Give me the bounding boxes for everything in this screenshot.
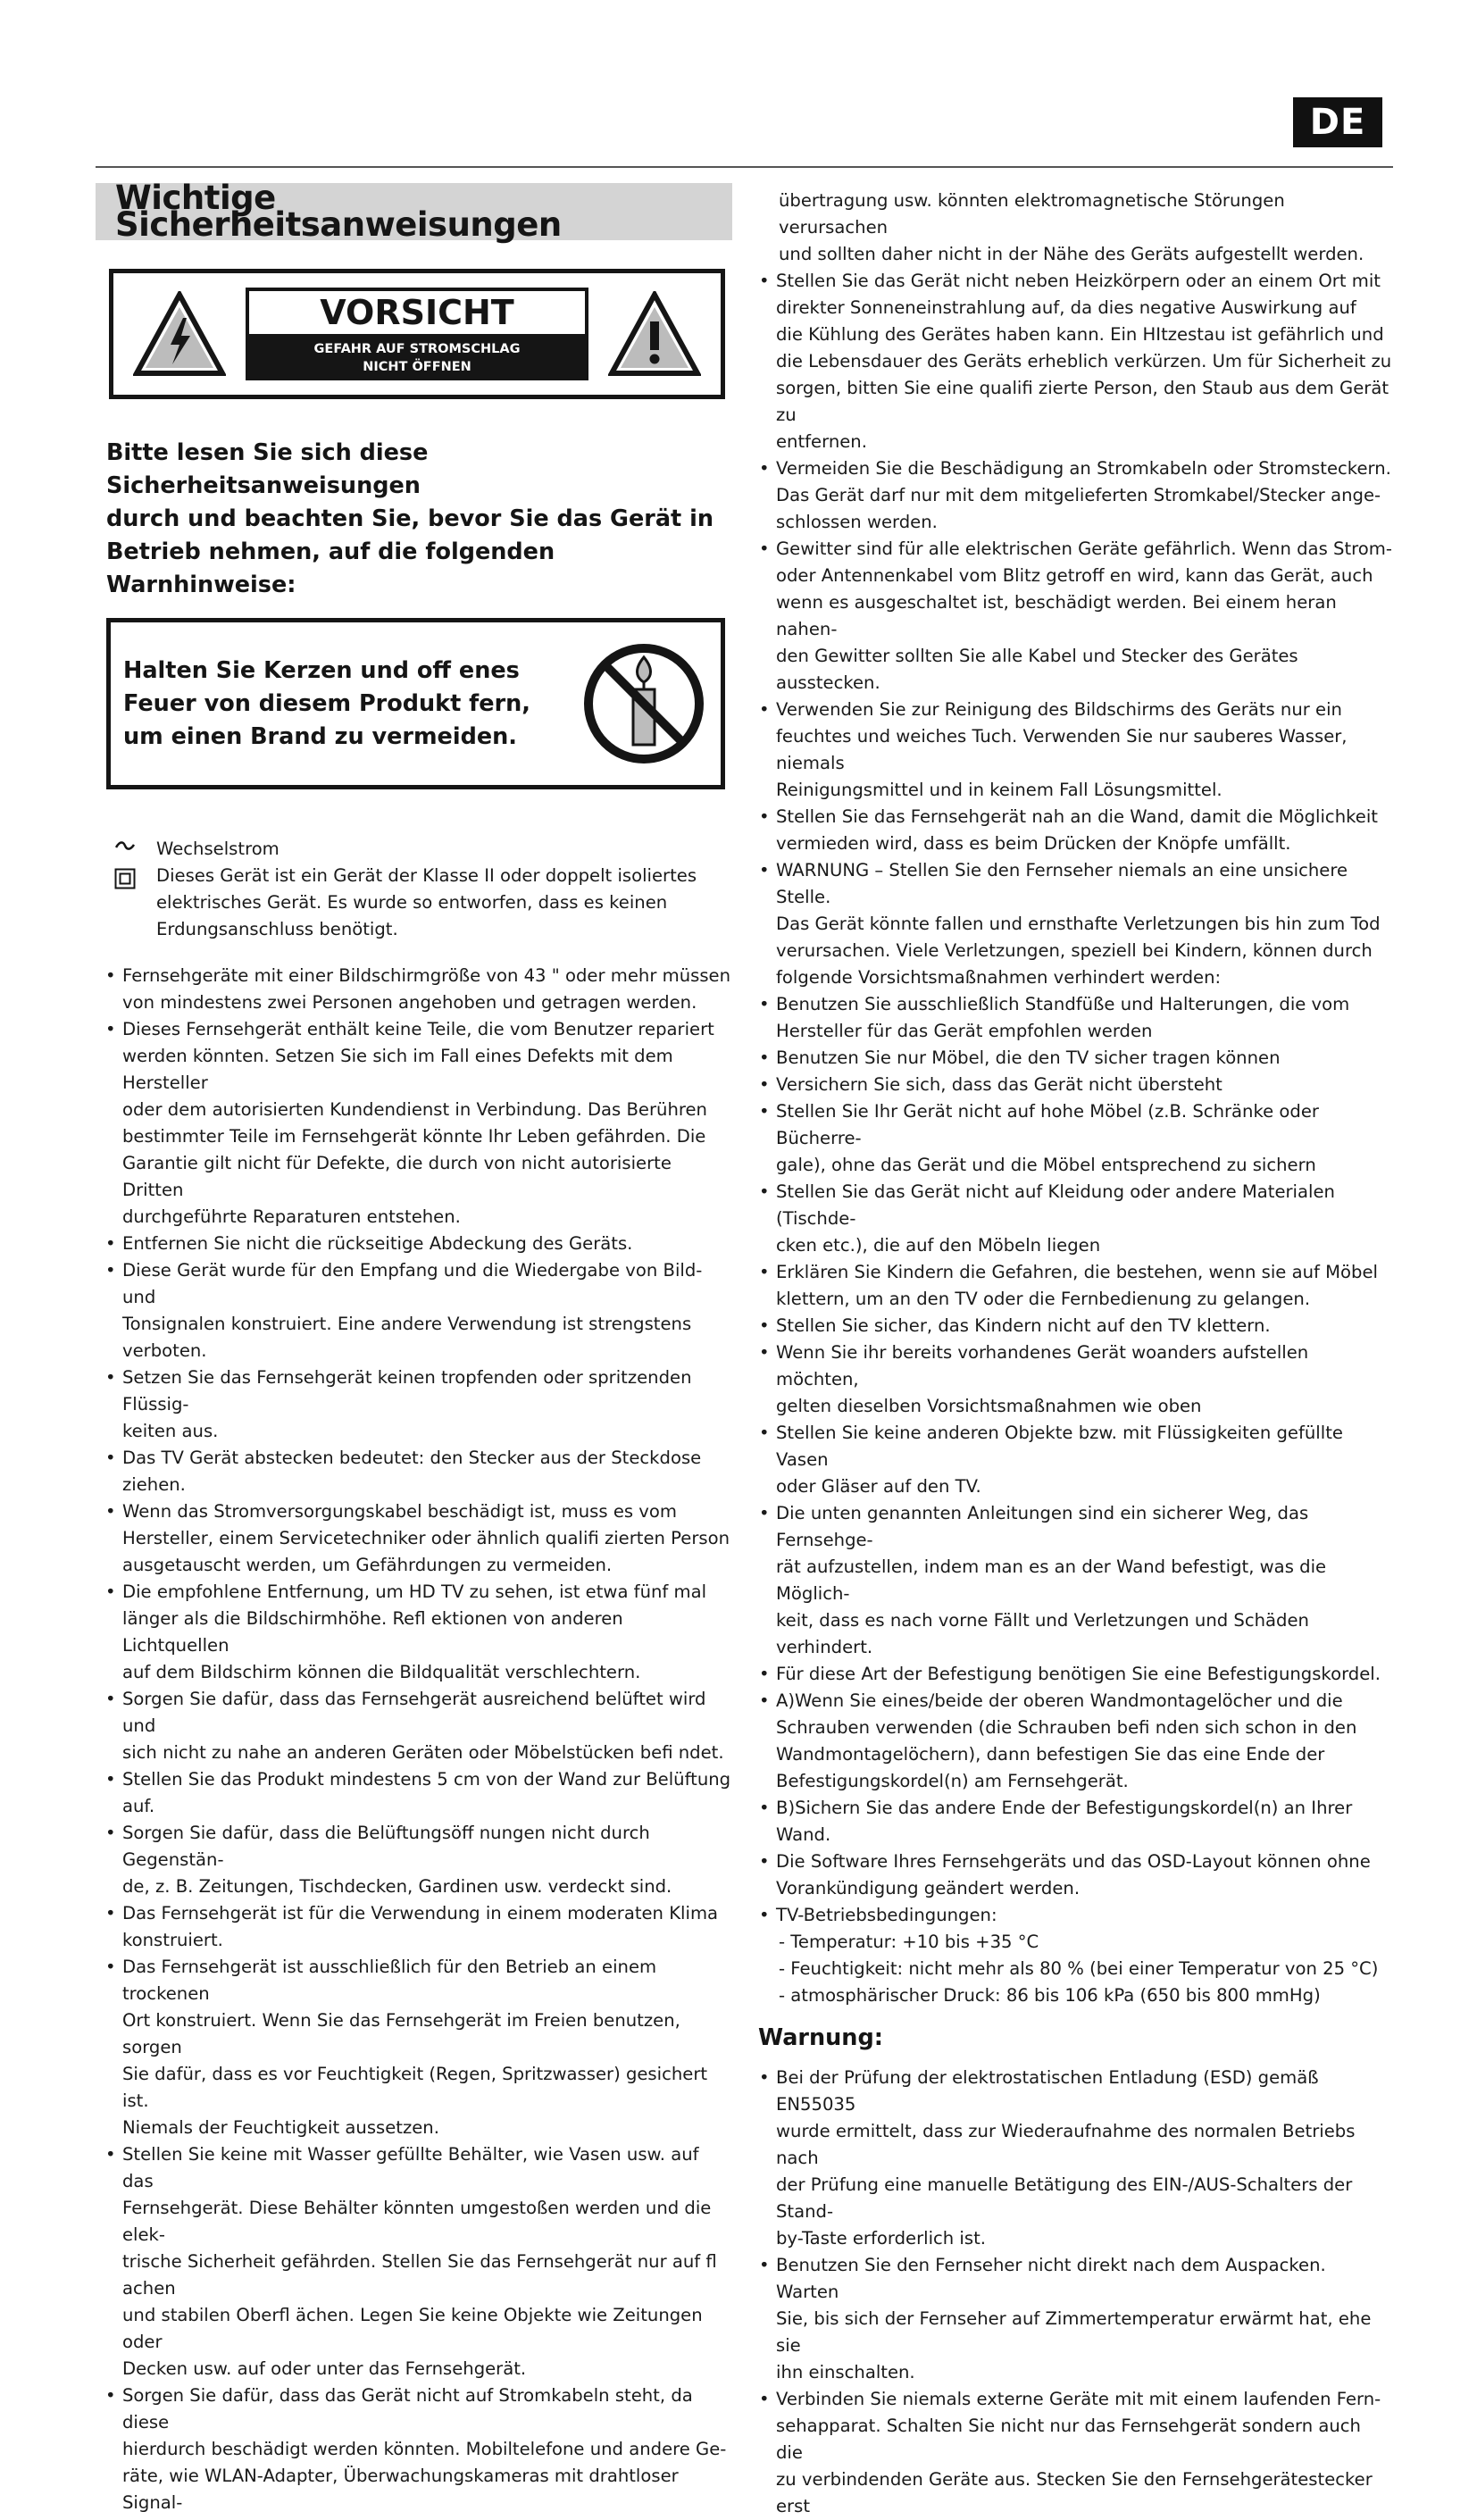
warning-heading: Warnung: [758, 2024, 883, 2051]
list-item: • Entfernen Sie nicht die rückseitige Abdeckung des Geräts. [101, 1231, 732, 1257]
list-item: • Benutzen Sie nur Möbel, die den TV sicher tragen können [755, 1045, 1393, 1072]
list-item: • Benutzen Sie den Fernseher nicht direkt nach dem Auspacken. Warten Sie, bis sich der Fernseher auf Zimmertemperatur erwärmt hat, ehe sie ihn einschalten. [755, 2252, 1393, 2386]
list-item: • Für diese Art der Befestigung benötigen Sie eine Befestigungskordel. [755, 1661, 1393, 1688]
list-item: • Die Software Ihres Fernsehgeräts und das OSD-Layout können ohne Vorankündigung geändert werden. [755, 1848, 1393, 1902]
list-item: • Stellen Sie keine anderen Objekte bzw. mit Flüssigkeiten gefüllte Vasen oder Gläser auf den TV. [755, 1420, 1393, 1500]
list-item: • Gewitter sind für alle elektrischen Geräte gefährlich. Wenn das Strom- oder Antennenkabel vom Blitz getroff en wird, kann das Gerät, auch wenn es ausgeschaltet ist, beschädigt werden. Bei einem heran nahen- den Gewitter sollten Sie alle Kabel und Stecker des Gerätes ausstecken. [755, 536, 1393, 697]
list-item: • Stellen Sie das Produkt mindestens 5 cm von der Wand zur Belüftung auf. [101, 1766, 732, 1820]
symbol-text: Dieses Gerät ist ein Gerät der Klasse II oder doppelt isoliertes elektrisches Gerät. Es wurde so entworfen, dass es keinen Erdungsanschluss benötigt. [156, 865, 697, 939]
list-item: • Wenn das Stromversorgungskabel beschädigt ist, muss es vom Hersteller, einem Servicetechniker oder ähnlich qualifi zierten Person ausgetauscht werden, um Gefährdungen zu vermeiden. [101, 1498, 732, 1579]
list-item: • Stellen Sie sicher, das Kindern nicht auf den TV klettern. [755, 1313, 1393, 1339]
list-item: • Verbinden Sie niemals externe Geräte mit mit einem laufenden Fern- sehapparat. Schalten Sie nicht nur das Fernsehgerät sondern auch die zu verbindenden Geräte aus. Stecken Sie den Fernsehgerätestecker erst [755, 2386, 1393, 2520]
list-item: • Setzen Sie das Fernsehgerät keinen tropfenden oder spritzenden Flüssig- keiten aus. [101, 1364, 732, 1445]
list-item: • Stellen Sie Ihr Gerät nicht auf hohe Möbel (z.B. Schränke oder Bücherre- gale), ohne das Gerät und die Möbel entsprechend zu sichern [755, 1098, 1393, 1179]
warning-list [755, 2065, 1393, 2520]
list-item: • Wenn Sie ihr bereits vorhandenes Gerät woanders aufstellen möchten, gelten dieselben Vorsichtsmaßnahmen wie oben [755, 1339, 1393, 1420]
list-item: • Sorgen Sie dafür, dass die Belüftungsöff nungen nicht durch Gegenstän- de, z. B. Zeitungen, Tischdecken, Gardinen usw. verdeckt sind. [101, 1820, 732, 1900]
list-item: • Stellen Sie keine mit Wasser gefüllte Behälter, wie Vasen usw. auf das Fernsehgerät. Diese Behälter könnten umgestoßen werden und die elek- trische Sicherheit gefährden. Stellen Sie das Fernsehgerät nur auf fl achen und stabilen Oberfl ächen. Legen Sie keine Objekte wie Zeitungen oder Decken usw. auf oder unter das Fernsehgerät. [101, 2141, 732, 2382]
list-item: • Bei der Prüfung der elektrostatischen Entladung (ESD) gemäß EN55035 wurde ermittelt, dass zur Wiederaufnahme des normalen Betriebs nach der Prüfung eine manuelle Betätigung des EIN-/AUS-Schalters der Stand- by-Taste erforderlich ist. [755, 2065, 1393, 2252]
caution-label [109, 269, 725, 399]
list-item: • A)Wenn Sie eines/beide der oberen Wandmontagelöcher und die Schrauben verwenden (die Schrauben befi nden sich schon in den Wandmontagelöchern), dann befestigen Sie das eine Ende der Befestigungskordel(n) am Fernsehgerät. [755, 1688, 1393, 1795]
continued-paragraph: übertragung usw. könnten elektromagnetische Störungen verursachen und sollten daher nicht in der Nähe des Geräts aufgestellt werden. [779, 190, 1364, 264]
list-item: • B)Sichern Sie das andere Ende der Befestigungskordel(n) an Ihrer Wand. [755, 1795, 1393, 1848]
left-safety-list [101, 963, 732, 2516]
list-item: • Sorgen Sie dafür, dass das Fernsehgerät ausreichend belüftet wird und sich nicht zu nahe an anderen Geräten oder Möbelstücken befi ndet. [101, 1686, 732, 1766]
list-item: • Versichern Sie sich, dass das Gerät nicht übersteht [755, 1072, 1393, 1098]
ac-tilde-icon [104, 836, 146, 863]
list-item: • Fernsehgeräte mit einer Bildschirmgröße von 43 " oder mehr müssen von mindestens zwei Personen angehoben und getragen werden. [101, 963, 732, 1016]
right-column [755, 188, 1393, 2520]
language-badge: DE [1293, 97, 1382, 147]
list-item: • TV-Betriebsbedingungen: [755, 1902, 1393, 1929]
list-item: • Sorgen Sie dafür, dass das Gerät nicht auf Stromkabeln steht, da diese hierdurch beschädigt werden könnten. Mobiltelefone und andere Ge- räte, wie WLAN-Adapter, Überwachungskameras mit drahtloser Signal- [101, 2382, 732, 2516]
caution-subtext: GEFAHR AUF STROMSCHLAG NICHT ÖFFNEN [246, 337, 588, 380]
electric-shock-warning-icon [133, 291, 226, 377]
list-item: • Dieses Fernsehgerät enthält keine Teile, die vom Benutzer repariert werden könnten. Setzen Sie sich im Fall eines Defekts mit dem Hersteller oder dem autorisierten Kundendienst in Verbindung. Das Berühren bestimmter Teile im Fernsehgerät könnte Ihr Leben gefährden. Die Garantie gilt nicht für Defekte, die durch von nicht autorisierte Dritten durchgeführte Reparaturen entstehen. [101, 1016, 732, 1231]
intro-heading: Bitte lesen Sie sich diese Sicherheitsanweisungen durch und beachten Sie, bevor Sie das Gerät in Betrieb nehmen, auf die folgenden Warnhinweise: [106, 439, 713, 598]
list-item: • Stellen Sie das Gerät nicht auf Kleidung oder andere Materialen (Tischde- cken etc.), die auf den Möbeln liegen [755, 1179, 1393, 1259]
list-item: • Verwenden Sie zur Reinigung des Bildschirms des Geräts nur ein feuchtes und weiches Tuch. Verwenden Sie nur sauberes Wasser, niemals Reinigungsmittel und in keinem Fall Lösungsmittel. [755, 697, 1393, 804]
symbol-legend [104, 836, 732, 943]
list-item: • Das Fernsehgerät ist ausschließlich für den Betrieb an einem trockenen Ort konstruiert. Wenn Sie das Fernsehgerät im Freien benutzen, sorgen Sie dafür, dass es vor Feuchtigkeit (Regen, Spritzwasser) gesichert ist. Niemals der Feuchtigkeit aussetzen. [101, 1954, 732, 2141]
list-item: • Das Fernsehgerät ist für die Verwendung in einem moderaten Klima konstruiert. [101, 1900, 732, 1954]
list-item: • Erklären Sie Kindern die Gefahren, die bestehen, wenn sie auf Möbel klettern, um an den TV oder die Fernbedienung zu gelangen. [755, 1259, 1393, 1313]
page-title: Wichtige Sicherheitsanweisungen [96, 183, 732, 240]
left-column [96, 179, 732, 2516]
list-item: • Die unten genannten Anleitungen sind ein sicherer Weg, das Fernsehge- rät aufzustellen, indem man es an der Wand befestigt, was die Möglich- keit, dass es nach vorne Fällt und Verletzungen und Schäden verhindert. [755, 1500, 1393, 1661]
right-safety-list [755, 268, 1393, 1929]
list-item: • Stellen Sie das Gerät nicht neben Heizkörpern oder an einem Ort mit direkter Sonneneinstrahlung auf, da dies negative Auswirkung auf die Kühlung des Gerätes haben kann. Ein HItzestau ist gefährlich und die Lebensdauer des Geräts erheblich verkürzen. Um für Sicherheit zu sorgen, bitten Sie eine qualifi zierte Person, den Staub aus dem Gerät zu entfernen. [755, 268, 1393, 455]
list-item: • Diese Gerät wurde für den Empfang und die Wiedergabe von Bild- und Tonsignalen konstruiert. Eine andere Verwendung ist strengstens verboten. [101, 1257, 732, 1364]
exclamation-warning-icon [608, 291, 701, 377]
symbol-row-ac [104, 836, 732, 863]
tv-conditions: - Temperatur: +10 bis +35 °C - Feuchtigkeit: nicht mehr als 80 % (bei einer Temperatur von 25 °C) - atmosphärischer Druck: 86 bis 106 kPa (650 bis 800 mmHg) [779, 1932, 1379, 2006]
candle-warning-text: Halten Sie Kerzen und off enes Feuer von diesem Produkt fern, um einen Brand zu vermeiden. [123, 656, 530, 750]
double-insulation-icon [104, 863, 146, 943]
no-open-flame-icon [581, 641, 706, 766]
symbol-text: Wechselstrom [156, 839, 280, 859]
list-item: • Stellen Sie das Fernsehgerät nah an die Wand, damit die Möglichkeit vermieden wird, dass es beim Drücken der Knöpfe umfällt. [755, 804, 1393, 857]
list-item: • WARNUNG – Stellen Sie den Fernseher niemals an eine unsichere Stelle. Das Gerät könnte fallen und ernsthafte Verletzungen bis hin zum Tod verursachen. Viele Verletzungen, speziell bei Kindern, können durch folgende Vorsichtsmaßnahmen verhindert werden: [755, 857, 1393, 991]
list-item: • Die empfohlene Entfernung, um HD TV zu sehen, ist etwa fünf mal länger als die Bildschirmhöhe. Refl ektionen von anderen Lichtquellen auf dem Bildschirm können die Bildqualität verschlechtern. [101, 1579, 732, 1686]
list-item: • Das TV Gerät abstecken bedeutet: den Stecker aus der Steckdose ziehen. [101, 1445, 732, 1498]
header-rule [96, 166, 1393, 168]
caution-word: VORSICHT [246, 288, 588, 338]
candle-warning-box [106, 618, 725, 789]
symbol-row-class-ii [104, 863, 732, 943]
list-item: • Vermeiden Sie die Beschädigung an Stromkabeln oder Stromsteckern. Das Gerät darf nur mit dem mitgelieferten Stromkabel/Stecker ange- schlossen werden. [755, 455, 1393, 536]
list-item: • Benutzen Sie ausschließlich Standfüße und Halterungen, die vom Hersteller für das Gerät empfohlen werden [755, 991, 1393, 1045]
